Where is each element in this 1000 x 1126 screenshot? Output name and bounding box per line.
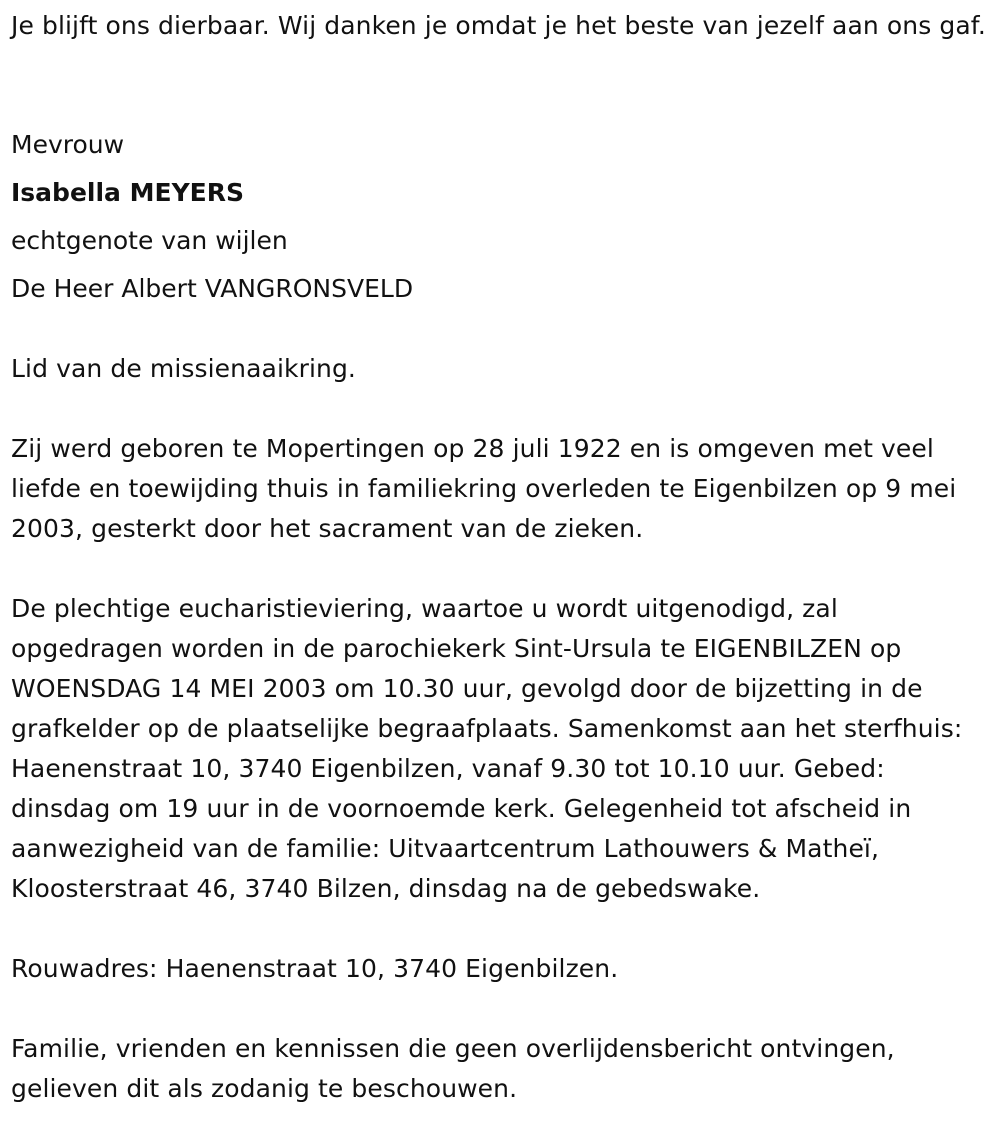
honorific: Mevrouw [11, 130, 125, 159]
spouse-name: De Heer Albert VANGRONSVELD [11, 274, 414, 303]
intro-text: Je blijft ons dierbaar. Wij danken je omdat je het beste van jezelf aan ons gaf. [11, 11, 986, 40]
deceased-name: Isabella MEYERS [11, 178, 245, 207]
notice-paragraph: Familie, vrienden en kennissen die geen overlijdensbericht ontvingen, gelieven dit als zodanig te beschouwen. [11, 1034, 895, 1103]
membership-text: Lid van de missienaaikring. [11, 354, 356, 383]
birth-death-paragraph: Zij werd geboren te Mopertingen op 28 juli 1922 en is omgeven met veel liefde en toewijding thuis in familiekring overleden te Eigenbilzen op 9 mei 2003, gesterkt door het sacrament van de zieken. [11, 434, 957, 543]
mourning-address: Rouwadres: Haenenstraat 10, 3740 Eigenbilzen. [11, 954, 619, 983]
name-block [11, 121, 991, 313]
relation-text: echtgenote van wijlen [11, 226, 288, 255]
ceremony-paragraph: De plechtige eucharistieviering, waartoe u wordt uitgenodigd, zal opgedragen worden in de parochiekerk Sint-Ursula te EIGENBILZEN op WOENSDAG 14 MEI 2003 om 10.30 uur, gevolgd door de bijzetting in de grafkelder op de plaatselijke begraafplaats. Samenkomst aan het sterfhuis: Haenenstraat 10, 3740 Eigenbilzen, vanaf 9.30 tot 10.10 uur. Gebed: dinsdag om 19 uur in de voornoemde kerk. Gelegenheid tot afscheid in aanwezigheid van de familie: Uitvaartcentrum Lathouwers & Matheï, Kloosterstraat 46, 3740 Bilzen, dinsdag na de gebedswake. [11, 594, 963, 903]
